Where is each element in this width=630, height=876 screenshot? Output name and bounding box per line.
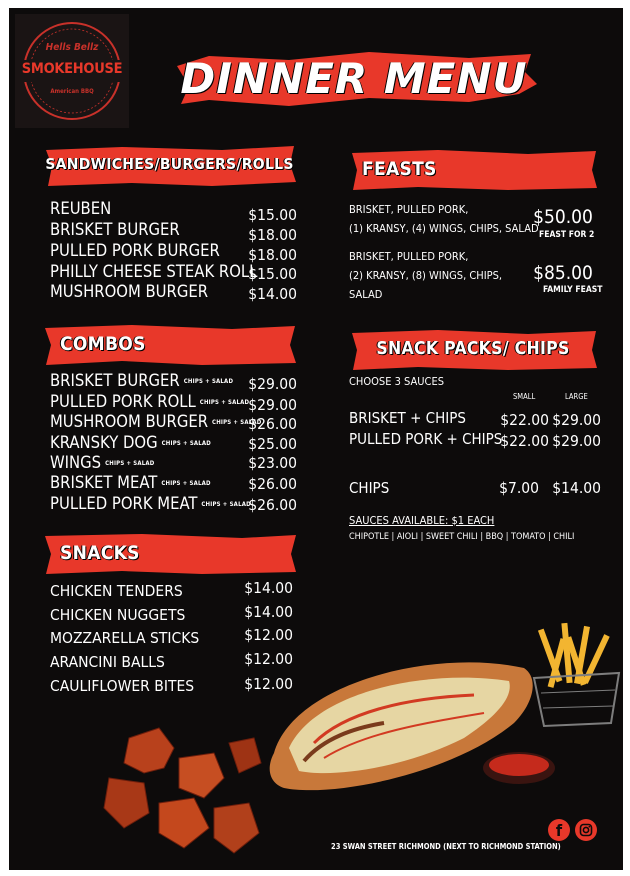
list-item: PULLED PORK + CHIPS [349,430,503,448]
item-price: $15.00 [248,206,297,224]
feast-price: $85.00 [533,262,593,284]
logo-top-text: Hells Bellz [45,42,99,53]
feast-label: FEAST FOR 2 [539,230,595,240]
feast-price: $50.00 [533,206,593,228]
list-item: BRISKET BURGER CHIPS + SALAD [50,371,234,390]
instagram-icon[interactable] [575,819,597,841]
list-item: PULLED PORK BURGER [50,241,220,260]
instagram-glyph-icon [575,819,597,841]
list-item: WINGS CHIPS + SALAD [50,453,155,472]
list-item: MOZZARELLA STICKS [50,629,200,647]
footer-address: 23 SWAN STREET RICHMOND (NEXT TO RICHMOND STATION) [331,842,561,851]
list-item: KRANSKY DOG CHIPS + SALAD [50,433,211,452]
column-small-label: SMALL [513,392,536,401]
list-item: BRISKET MEAT CHIPS + SALAD [50,473,211,492]
price-small: $22.00 [500,411,549,429]
facebook-icon[interactable]: f [548,819,570,841]
item-price: $29.00 [248,375,297,393]
sauce-bowl-illustration [479,743,559,788]
section-header-snackpacks: SNACK PACKS/ CHIPS [348,328,598,372]
title-banner [169,44,539,112]
section-header-combos: COMBOS [42,323,297,367]
list-item: REUBEN [50,199,112,218]
item-price: $29.00 [248,396,297,414]
list-item: PHILLY CHEESE STEAK ROLL [50,262,258,281]
section-header-snacks: SNACKS [42,532,297,576]
price-large: $29.00 [552,411,601,429]
feast-label: FAMILY FEAST [543,285,603,295]
list-item: CHICKEN NUGGETS [50,606,186,624]
logo-bottom-text: American BBQ [50,88,94,95]
section-header-sandwiches: SANDWICHES/BURGERS/ROLLS [42,144,297,188]
item-price: $12.00 [244,650,293,668]
price-large: $29.00 [552,432,601,450]
item-price: $18.00 [248,246,297,264]
price-small: $22.00 [500,432,549,450]
item-price: $12.00 [244,675,293,693]
logo [15,14,129,128]
list-item: ARANCINI BALLS [50,653,165,671]
feast-desc: (2) KRANSY, (8) WINGS, CHIPS, [349,269,503,282]
list-item: MUSHROOM BURGER CHIPS + SALAD [50,412,262,431]
list-item: BRISKET + CHIPS [349,409,466,427]
sauces-list: CHIPOTLE | AIOLI | SWEET CHILI | BBQ | TOMATO | CHILI [349,532,575,542]
price-small: $7.00 [499,479,539,497]
feast-desc: BRISKET, PULLED PORK, [349,203,469,216]
choose-sauces-text: CHOOSE 3 SAUCES [349,375,444,388]
item-price: $14.00 [244,579,293,597]
list-item: PULLED PORK MEAT CHIPS + SALAD [50,494,251,513]
list-item: CHIPS [349,479,390,497]
price-large: $14.00 [552,479,601,497]
section-header-feasts: FEASTS [348,148,598,192]
feast-desc: (1) KRANSY, (4) WINGS, CHIPS, SALAD [349,222,539,235]
list-item: MUSHROOM BURGER [50,282,209,301]
list-item: CAULIFLOWER BITES [50,677,195,695]
item-price: $23.00 [248,454,297,472]
item-price: $26.00 [248,496,297,514]
menu-title: DINNER MENU [180,54,528,103]
item-price: $15.00 [248,265,297,283]
chicken-wings-illustration [89,718,269,868]
feast-desc: BRISKET, PULLED PORK, [349,250,469,263]
list-item: BRISKET BURGER [50,220,180,239]
item-price: $25.00 [248,435,297,453]
list-item: CHICKEN TENDERS [50,582,183,600]
item-price: $14.00 [248,285,297,303]
item-price: $12.00 [244,626,293,644]
item-price: $18.00 [248,226,297,244]
sauces-title: SAUCES AVAILABLE: $1 EACH [349,514,495,527]
menu-page [9,8,623,870]
list-item: PULLED PORK ROLL CHIPS + SALAD [50,392,250,411]
feast-desc: SALAD [349,288,383,301]
chips-basket-illustration [529,618,623,738]
logo-name: SMOKEHOUSE [21,61,123,77]
column-large-label: LARGE [565,392,588,401]
item-price: $14.00 [244,603,293,621]
item-price: $26.00 [248,475,297,493]
item-price: $26.00 [248,415,297,433]
